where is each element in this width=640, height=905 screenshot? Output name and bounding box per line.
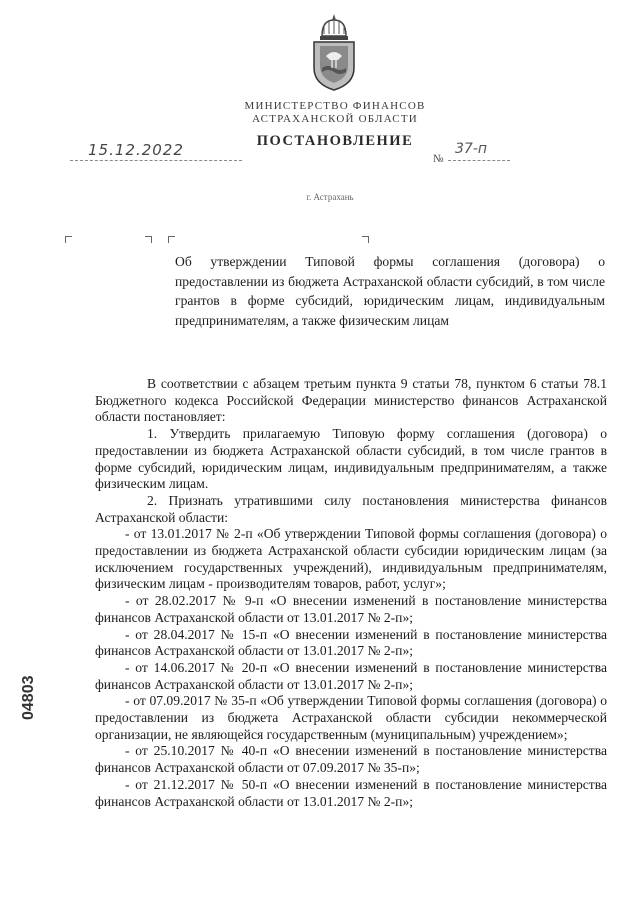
corner-bracket-top-left [65, 236, 72, 243]
document-body [95, 376, 607, 810]
list-item: - от 21.12.2017 № 50-п «О внесении изменений в постановление министерства финансов Астраханской области от 13.01.2017 № 2-п»; [95, 776, 607, 809]
list-item: - от 14.06.2017 № 20-п «О внесении изменений в постановление министерства финансов Астраханской области от 13.01.2017 № 2-п»; [95, 659, 607, 692]
astrakhan-coat-of-arms-icon [308, 12, 360, 92]
document-date: 15.12.2022 [88, 141, 184, 159]
document-subject: Об утверждении Типовой формы соглашения (договора) о предоставлении из бюджета Астраханской области субсидий, в том числе грантов в форме субсидий, юридическим лицам, индивидуальным предпринимателям, а также физическим лицам [175, 254, 605, 328]
list-item: - от 25.10.2017 № 40-п «О внесении изменений в постановление министерства финансов Астраханской области от 07.09.2017 № 35-п»; [95, 743, 607, 776]
list-item: - от 07.09.2017 № 35-п «Об утверждении Типовой формы соглашения (договора) о предоставлении из бюджета Астраханской области субсидии некоммерческой организации, не являющейся государственным (муниципальным) учреждением»; [95, 693, 607, 742]
list-item: - от 28.04.2017 № 15-п «О внесении изменений в постановление министерства финансов Астраханской области от 13.01.2017 № 2-п»; [95, 626, 607, 659]
list-item: - от 13.01.2017 № 2-п «Об утверждении Типовой формы соглашения (договора) о предоставлении из бюджета Астраханской области субсидии юридическим лицам (за исключением государственных учреждений), индивидуальным предпринимателям, физическим лицам - производителям товаров, работ, услуг»; [95, 526, 607, 592]
document-number: 37-п [455, 141, 488, 157]
point-1-paragraph: 1. Утвердить прилагаемую Типовую форму соглашения (договора) о предоставлении из бюджета Астраханской области субсидий, в том числе грантов в форме субсидий, юридическим лицам, индивидуальным предпринимателям, а также физическим лицам. [95, 426, 607, 492]
preamble-paragraph: В соответствии с абзацем третьим пункта 9 статьи 78, пунктом 6 статьи 78.1 Бюджетного кодекса Российской Федерации министерство финансов Астраханской области постановляет: [95, 376, 607, 425]
corner-bracket-top-right [145, 236, 152, 243]
side-stamp-number: 04803 [20, 675, 37, 720]
list-item: - от 28.02.2017 № 9-п «О внесении изменений в постановление министерства финансов Астраханской области от 13.01.2017 № 2-п»; [95, 593, 607, 625]
number-underline [448, 160, 510, 161]
corner-bracket-top-left-2 [168, 236, 175, 243]
ministry-name-line1: МИНИСТЕРСТВО ФИНАНСОВ [244, 100, 426, 112]
document-type-title: ПОСТАНОВЛЕНИЕ [256, 133, 414, 149]
date-underline [70, 160, 242, 161]
ministry-name-line2: АСТРАХАНСКОЙ ОБЛАСТИ [252, 113, 418, 125]
point-2-paragraph: 2. Признать утратившими силу постановления министерства финансов Астраханской области: [95, 492, 607, 525]
corner-bracket-top-right-2 [362, 236, 369, 243]
number-label: № [433, 153, 444, 165]
city-line: г. Астрахань [306, 192, 354, 202]
